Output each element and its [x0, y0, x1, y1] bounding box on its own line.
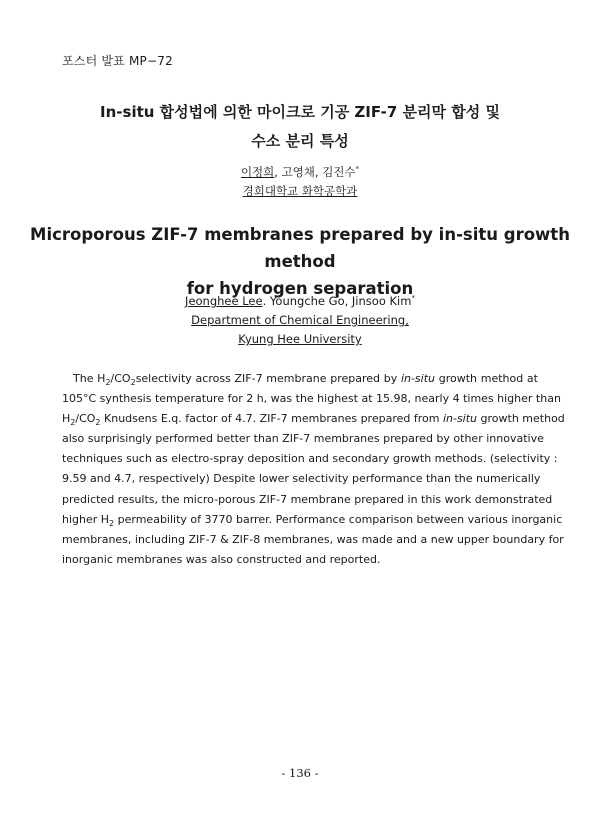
- english-authors-block: [0, 292, 600, 349]
- english-coauthors: . Youngche Go, Jinsoo Kim: [262, 294, 412, 308]
- english-title-line-1: Microporous ZIF-7 membranes prepared by in-situ growth method: [30, 225, 570, 271]
- korean-presenting-author: 이정희: [240, 165, 275, 179]
- abstract-line: 105°C synthesis temperature for 2 h, was the highest at 15.98, nearly 4 times higher than: [62, 392, 561, 406]
- korean-authors: [0, 163, 600, 182]
- abstract: [62, 369, 565, 570]
- korean-affiliation: 경희대학교 화학공학과: [242, 184, 358, 198]
- page-number: - 136 -: [281, 766, 319, 780]
- abstract-line: higher $H_2$ permeability of 3770 barrer. Performance comparison between various inorganic: [62, 512, 563, 528]
- english-presenting-author: Jeonghee Lee: [185, 294, 263, 308]
- abstract-line: inorganic membranes was also constructed and reported.: [62, 552, 381, 566]
- korean-title: [0, 98, 600, 156]
- abstract-line: predicted results, the micro-porous ZIF-7 membrane prepared in this work demonstrated: [62, 492, 553, 506]
- abstract-line: membranes, including ZIF-7 & ZIF-8 membranes, was made and a new upper boundary for: [62, 532, 564, 546]
- abstract-line: techniques such as electro-spray deposition and secondary growth methods. (selectivity :: [62, 452, 558, 466]
- korean-coauthors: , 고영채, 김진수: [274, 165, 356, 179]
- korean-title-line-2: 수소 분리 특성: [251, 132, 349, 150]
- korean-authors-block: [0, 163, 600, 201]
- department: Department of Chemical Engineering,: [191, 313, 409, 327]
- english-title-line-2: for hydrogen separation: [186, 279, 414, 298]
- korean-title-line-1: In-situ 합성법에 의한 마이크로 기공 ZIF-7 분리막 합성 및: [100, 103, 500, 121]
- session-tag: 포스터 발표 MP−72: [62, 54, 173, 68]
- english-authors: [0, 292, 600, 311]
- english-title: [0, 221, 600, 302]
- corresponding-mark-en: *: [411, 294, 415, 303]
- abstract-line: 9.59 and 4.7, respectively) Despite lower selectivity performance than the numerically: [62, 472, 541, 486]
- corresponding-mark: *: [355, 165, 360, 174]
- abstract-line: also surprisingly performed better than ZIF-7 membranes prepared by other innovative: [62, 432, 544, 446]
- abstract-line: $H_2/CO_2$ Knudsens E.q. factor of 4.7. ZIF-7 membranes prepared from in-situ growth method: [62, 412, 565, 428]
- abstract-line: The $H_2/CO_2selectivity$ across ZIF-7 membrane prepared by in-situ growth method at: [73, 372, 538, 388]
- university: Kyung Hee University: [238, 332, 362, 346]
